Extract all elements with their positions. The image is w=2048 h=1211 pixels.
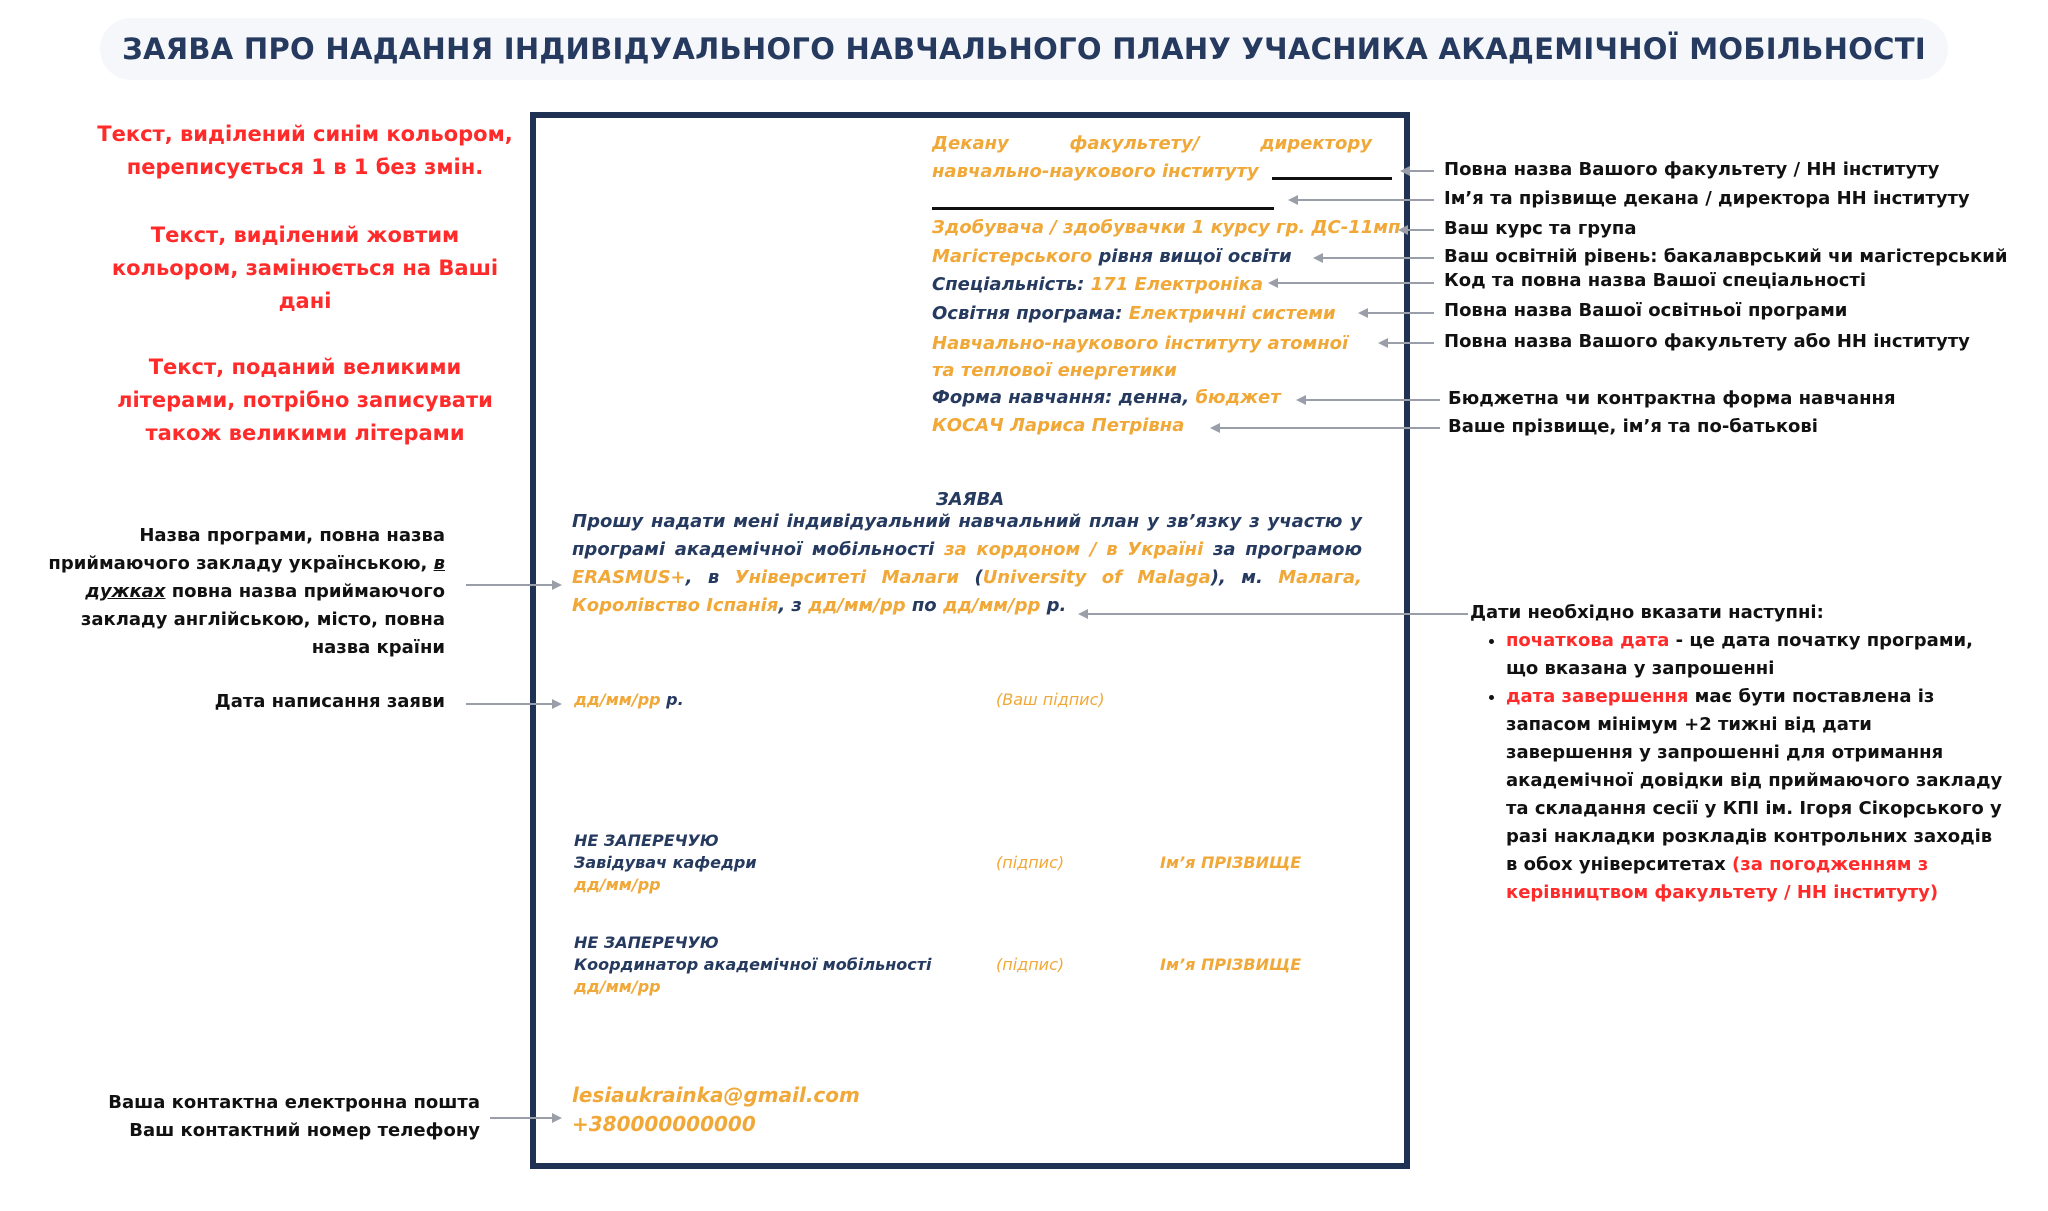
applicant-name: КОСАЧ Лариса Петрівна: [932, 415, 1185, 436]
approval-2-sign: (підпис): [996, 955, 1065, 974]
host-university-ua: Університеті Малаги: [734, 567, 960, 588]
start-date-term: початкова дата: [1506, 630, 1670, 651]
specialty-label: Спеціальність:: [932, 274, 1091, 295]
application-date-suffix: р.: [660, 690, 684, 709]
approval-2-head: НЕ ЗАПЕРЕЧУЮ: [574, 933, 719, 952]
letter-text: , в: [685, 567, 735, 588]
dates-note-text: завершення у запрошенні для отримання: [1506, 742, 1944, 763]
letter-text: за програмою: [1203, 539, 1362, 560]
label-line: закладу англійською, місто, повна: [80, 609, 445, 630]
education-level-value: Магістерського: [932, 246, 1093, 267]
specialty-value: 171 Електроніка: [1090, 274, 1264, 295]
letter-heading: ЗАЯВА: [936, 489, 1005, 510]
program-label: Освітня програма:: [932, 303, 1129, 324]
letter-text: по: [905, 595, 943, 616]
letter-location: за кордоном / в Україні: [944, 539, 1204, 560]
letter-line-1: Прошу надати мені індивідуальний навчальний план у зв’язку з участю у: [572, 511, 1362, 532]
approval-1-name: Ім’я ПРІЗВИЩЕ: [1160, 853, 1302, 872]
dates-note-text: та складання сесії у КПІ ім. Ігоря Сікорського у: [1506, 798, 2002, 819]
applicant-signature: (Ваш підпис): [996, 690, 1105, 709]
label-text: повна назва приймаючого: [165, 581, 445, 602]
approval-2-role: Координатор академічної мобільності: [574, 955, 932, 974]
note-line: кольором, замінюється на Ваші: [111, 256, 499, 280]
approval-2-name: Ім’я ПРІЗВИЩЕ: [1160, 955, 1302, 974]
note-line: Текст, поданий великими: [148, 355, 462, 379]
dean-line-2: навчально-наукового інституту: [932, 161, 1259, 182]
student-course-group: Здобувача / здобувачки 1 курсу гр. ДС-11мп: [932, 217, 1401, 238]
dean-word: факультету/: [1069, 133, 1200, 154]
label-contact-email: Ваша контактна електронна пошта: [108, 1092, 480, 1113]
label-application-date: Дата написання заяви: [214, 691, 445, 712]
dates-note-text: разі накладки розкладів контрольних заходів: [1506, 826, 1993, 847]
institute-line-2: та теплової енергетики: [932, 360, 1177, 381]
label-study-form: Бюджетна чи контрактна форма навчання: [1448, 388, 1896, 409]
letter-text: ), м.: [1210, 567, 1279, 588]
label-emphasis: дужках: [85, 581, 166, 602]
approval-1-role: Завідувач кафедри: [574, 853, 757, 872]
dates-note-heading: Дати необхідно вказати наступні:: [1470, 602, 1824, 623]
page-title: ЗАЯВА ПРО НАДАННЯ ІНДИВІДУАЛЬНОГО НАВЧАЛЬНОГО ПЛАНУ УЧАСНИКА АКАДЕМІЧНОЇ МОБІЛЬНОСТІ: [122, 32, 1926, 66]
approval-1-date: дд/мм/рр: [574, 875, 661, 894]
education-level-text: рівня вищої освіти: [1092, 246, 1292, 267]
label-full-name: Ваше прізвище, ім’я та по-батькові: [1448, 416, 1818, 437]
dates-note-emphasis: керівництвом факультету / НН інституту): [1506, 882, 1939, 903]
approval-1-sign: (підпис): [996, 853, 1065, 872]
dates-note-text: в обох університетах: [1506, 854, 1733, 875]
program-name: ERASMUS+: [572, 567, 686, 588]
application-date-value: дд/мм/рр: [574, 690, 661, 709]
note-line: Текст, виділений жовтим: [150, 223, 460, 247]
label-line: Назва програми, повна назва: [139, 525, 445, 546]
note-line: переписується 1 в 1 без змін.: [126, 155, 484, 179]
label-faculty-name: Повна назва Вашого факультету / НН інституту: [1444, 159, 1940, 180]
program-value: Електричні системи: [1128, 303, 1336, 324]
dates-note-text: має бути поставлена із: [1688, 686, 1935, 707]
dean-word: директору: [1260, 133, 1372, 154]
label-emphasis: в: [433, 553, 445, 574]
contact-phone: +380000000000: [572, 1112, 756, 1136]
host-city: Малага,: [1278, 567, 1363, 588]
label-specialty: Код та повна назва Вашої спеціальності: [1444, 270, 1867, 291]
note-line: також великими літерами: [145, 421, 465, 445]
letter-text: , з: [778, 595, 809, 616]
letter-text: р.: [1040, 595, 1067, 616]
label-contact-phone: Ваш контактний номер телефону: [129, 1120, 480, 1141]
end-date: дд/мм/рр: [942, 595, 1041, 616]
label-institute: Повна назва Вашого факультету або НН інституту: [1444, 331, 1970, 352]
institute-line-1: Навчально-наукового інституту атомної: [932, 333, 1349, 354]
study-form-label: Форма навчання: денна,: [932, 387, 1196, 408]
study-form-value: бюджет: [1195, 387, 1281, 408]
note-line: Текст, виділений синім кольором,: [97, 122, 513, 146]
note-line: дані: [278, 289, 332, 313]
dates-note-text: що вказана у запрошенні: [1506, 658, 1775, 679]
dates-note-emphasis: (за погодженням з: [1732, 854, 1929, 875]
end-date-term: дата завершення: [1506, 686, 1689, 707]
note-line: літерами, потрібно записувати: [117, 388, 493, 412]
letter-text: (: [959, 567, 983, 588]
letter-text: програмі академічної мобільності: [572, 539, 945, 560]
dates-note-text: запасом мінімум +2 тижні від дати: [1506, 714, 1872, 735]
label-education-level: Ваш освітній рівень: бакалаврський чи магістерський: [1444, 246, 2008, 267]
approval-1-head: НЕ ЗАПЕРЕЧУЮ: [574, 831, 719, 850]
contact-email: lesiaukrainka@gmail.com: [572, 1083, 860, 1107]
dates-note-text: академічної довідки від приймаючого закладу: [1506, 770, 2003, 791]
host-country: Королівство Іспанія: [572, 595, 779, 616]
host-university-en: University of Malaga: [982, 567, 1211, 588]
label-course-group: Ваш курс та група: [1444, 218, 1637, 239]
label-text: приймаючого закладу українською,: [48, 553, 434, 574]
dates-note-text: - це дата початку програми,: [1669, 630, 1973, 651]
approval-2-date: дд/мм/рр: [574, 977, 661, 996]
label-dean-name: Ім’я та прізвище декана / директора НН інституту: [1444, 188, 1970, 209]
label-program: Повна назва Вашої освітньої програми: [1444, 300, 1848, 321]
start-date: дд/мм/рр: [808, 595, 906, 616]
dean-word: Декану: [932, 133, 1009, 154]
label-line: назва країни: [311, 637, 445, 658]
